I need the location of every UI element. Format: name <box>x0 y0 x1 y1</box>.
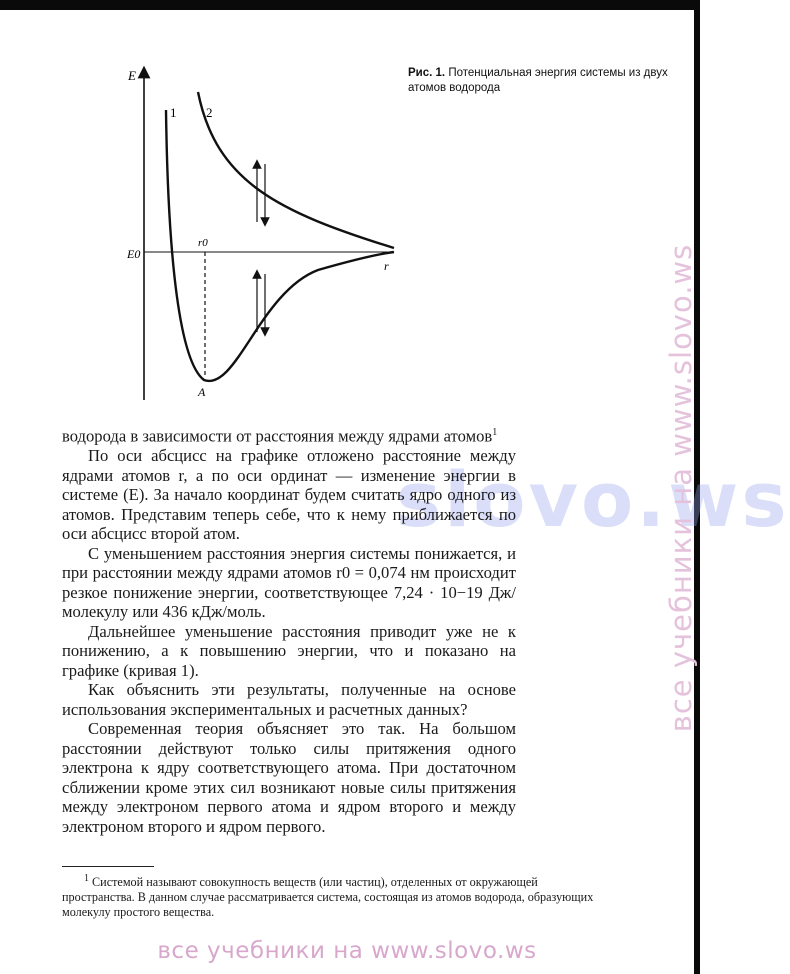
paragraph-continued-text: водорода в зависимости от расстояния между ядрами атомов <box>62 426 493 446</box>
figure-caption <box>408 66 668 96</box>
body-text <box>62 423 516 836</box>
y-axis-label: E <box>128 68 136 83</box>
curve-1-label: 1 <box>170 105 177 120</box>
paragraph-energy-drop: С уменьшением расстояния энергия системы понижается, и при расстоянии между ядрами атомов r0 = 0,074 нм происходит резкое понижение энергии, соответствующее 7,24 · 10−19 Дж/молекулу или 436 кДж/моль. <box>62 543 516 622</box>
figure-caption-text: Потенциальная энергия системы из двух атомов водорода <box>408 67 668 94</box>
curve-2-label: 2 <box>206 105 213 120</box>
watermark-bottom: все учебники на www.slovo.ws <box>157 938 537 964</box>
footnote-marker: 1 <box>84 873 89 884</box>
paragraph-axes: По оси абсцисс на графике отложено расстояние между ядрами атомов r, а по оси ординат — изменение энергии в системе (E). За начало координат будем считать ядро одного из атомов. Представим теперь себе, что к нему приближается по оси абсцисс второй атом. <box>62 446 516 544</box>
paragraph-continued <box>62 423 516 446</box>
paragraph-question: Как объяснить эти результаты, полученные на основе использования экспериментальных и расчетных данных? <box>62 680 516 719</box>
footnote <box>62 871 694 920</box>
potential-energy-figure <box>118 62 408 402</box>
curve-2 <box>198 92 394 248</box>
footnote-line-3: молекулу простого вещества. <box>62 905 215 920</box>
watermark-side: все учебники на www.slovo.ws <box>664 243 698 733</box>
paragraph-energy-rise: Дальнейшее уменьшение расстояния приводит уже не к понижению, а к повышению энергии, что и показано на графике (кривая 1). <box>62 621 516 680</box>
paragraph-theory: Современная теория объясняет это так. На большом расстоянии действуют только силы притяжения одного электрона к ядру соответствующего атома. При достаточном сближении кроме этих сил возникают новые силы притяжения между электроном первого атома и ядром второго и между электроном второго и ядром первого. <box>62 719 516 836</box>
r-axis-label: r <box>384 259 389 273</box>
watermark-center: slovo.ws <box>396 455 790 544</box>
figure-caption-label: Рис. 1. <box>408 67 446 79</box>
footnote-rule <box>62 866 154 867</box>
e0-label: E0 <box>127 247 141 261</box>
page-top-edge <box>0 0 700 10</box>
r0-label: r0 <box>198 237 208 249</box>
footnote-line-1-text: Системой называют совокупность веществ (или частиц), отделенных от окружающей <box>92 875 538 890</box>
min-point-label: A <box>198 385 206 399</box>
footnote-line-1 <box>62 871 694 890</box>
footnote-line-2: пространства. В данном случае рассматривается система, состоящая из атомов водорода, образующих <box>62 890 594 905</box>
footnote-ref: 1 <box>492 427 498 438</box>
